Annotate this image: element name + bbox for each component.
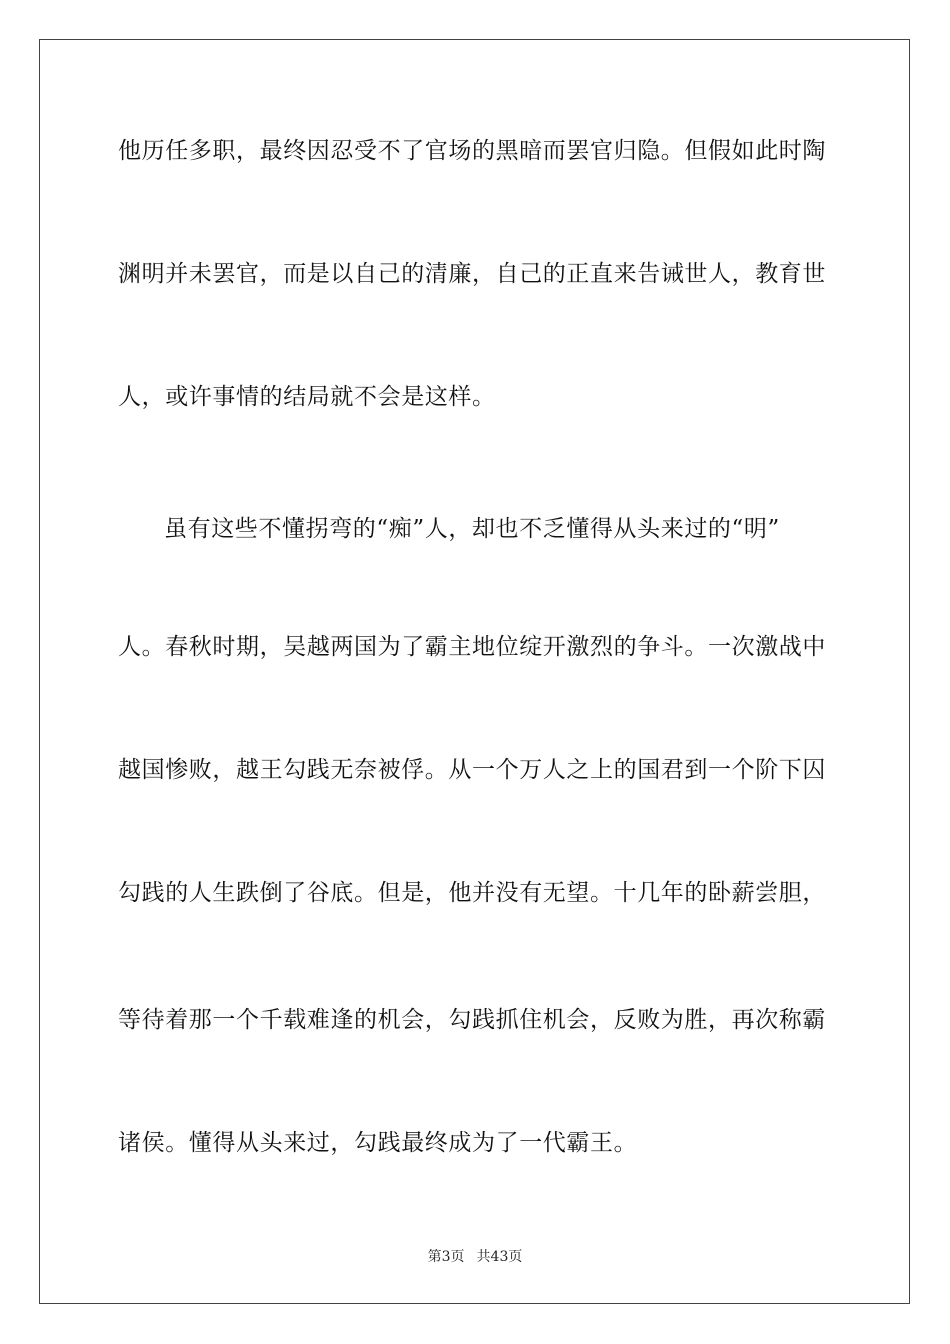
paragraph-line: 人，或许事情的结局就不会是这样。 — [118, 384, 496, 410]
paragraph-line: 越国惨败，越王勾践无奈被俘。从一个万人之上的国君到一个阶下囚 — [118, 757, 826, 783]
page-footer — [0, 1247, 950, 1267]
paragraph-line: 虽有这些不懂拐弯的“痴”人，却也不乏懂得从头来过的“明” — [164, 516, 780, 542]
paragraph-line: 渊明并未罢官，而是以自己的清廉，自己的正直来告诫世人，教育世 — [118, 261, 826, 287]
paragraph-line: 等待着那一个千载难逢的机会，勾践抓住机会，反败为胜，再次称霸 — [118, 1007, 826, 1033]
page-number: 第3页 — [427, 1249, 465, 1265]
paragraph-line: 人。春秋时期，吴越两国为了霸主地位绽开激烈的争斗。一次激战中 — [118, 634, 826, 660]
total-pages: 共43页 — [476, 1249, 523, 1265]
page-border — [39, 39, 910, 1304]
paragraph-line: 勾践的人生跌倒了谷底。但是，他并没有无望。十几年的卧薪尝胆， — [118, 880, 826, 906]
paragraph-line: 他历任多职，最终因忍受不了官场的黑暗而罢官归隐。但假如此时陶 — [118, 138, 826, 164]
paragraph-line: 诸侯。懂得从头来过，勾践最终成为了一代霸王。 — [118, 1130, 638, 1156]
